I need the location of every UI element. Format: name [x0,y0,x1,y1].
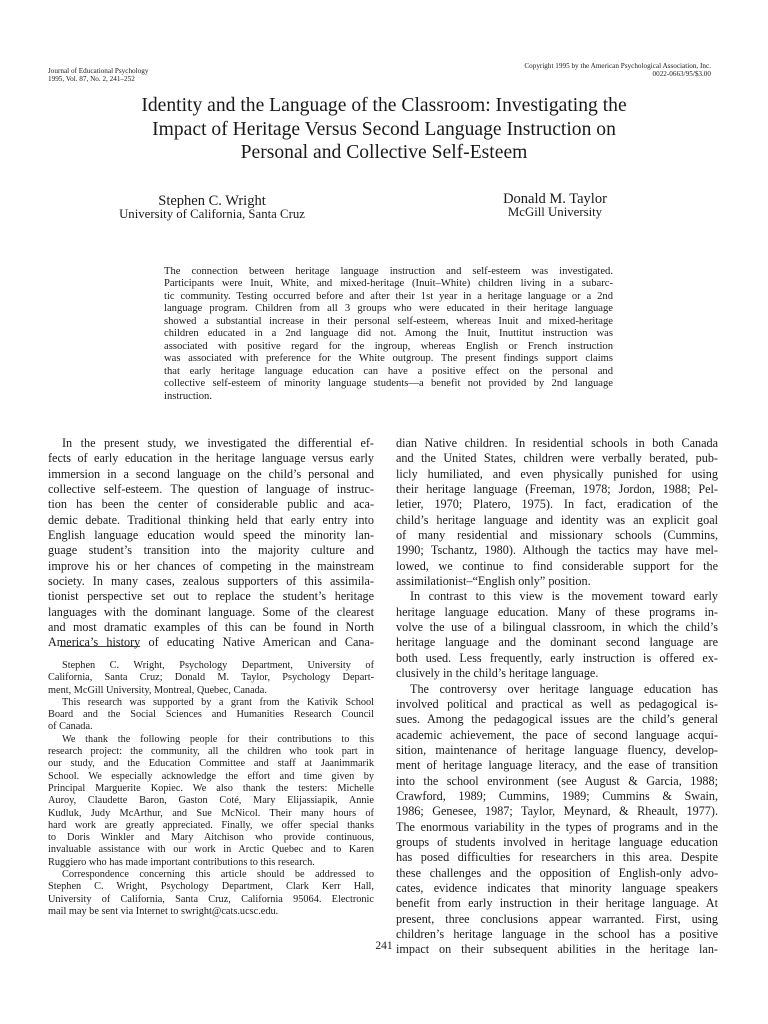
abstract [164,266,613,403]
body-line: America’s history of educating Native American and Cana- [48,635,374,650]
footnote-line: mail may be sent via Internet to swright@cats.ucsc.edu. [48,905,279,917]
journal-name: Journal of Educational Psychology [48,67,149,75]
footnote-line: our study, and the Education Committee and staff at Jaanimmarik [48,758,374,770]
footnote-line: to Doris Winkler and Mary Aitchison who provide continuous, [48,832,374,844]
abstract-line: Participants were Inuit, White, and mixed-heritage (Inuit–White) children living in a subarc- [164,278,613,290]
footnote-line: This research was supported by a grant from the Kativik School [62,696,374,708]
body-line: assimilationist–“English only” position. [396,574,591,589]
body-line: dian Native children. In residential schools in both Canada [396,436,718,450]
abstract-line: was associated with preference for the White outgroup. The present findings support claims [164,353,613,365]
abstract-line: instruction. [164,390,212,402]
body-line: Crawford, 1989; Cummins, 1989; Cummins & Swain, [396,788,718,803]
footnote-line: Principal Marguerite Kopiec. We also thank the testers: Michelle [48,782,374,794]
body-line: licly humiliated, and even physically punished for using [396,466,718,481]
body-line: impact on their subsequent abilities in the heritage lan- [396,942,718,957]
body-column-right [396,436,718,958]
body-line: ment of heritage language literacy, and the ease of transition [396,758,718,773]
abstract-line: showed a substantial increase in their personal self-esteem, whereas Inuit and mixed-heritage [164,315,613,327]
footnote-line: Correspondence concerning this article should be addressed to [62,869,374,881]
body-line: both used. Less frequently, early instruction is offered ex- [396,650,718,665]
footnote-line: California, Santa Cruz; Donald M. Taylor, Psychology Depart- [48,672,374,684]
body-line: sues. Among the pedagogical issues are the child’s general [396,712,718,727]
body-line: these challenges and the opposition of English-only advo- [396,865,718,880]
body-line: has posed difficulties for researchers in this area. Despite [396,850,718,865]
body-line: clusively in the child’s heritage language. [396,666,599,681]
body-line: In the present study, we investigated the differential ef- [62,436,374,450]
footnote-line: Stephen C. Wright, Psychology Department, University of [62,660,374,671]
abstract-line: that early heritage language education can have a positive effect on the personal and [164,365,613,377]
footnote-line: Kudluk, Judy McArthur, and Sue McNicol. Their many hours of [48,807,374,819]
author-block-2 [478,192,632,219]
body-line: improve his or her chances of competing in the mainstream [48,558,374,573]
issn-line: 0022-0663/95/$3.00 [652,70,711,78]
abstract-line: The connection between heritage language instruction and self-esteem was investigated. [164,266,613,277]
body-line: letier, 1970; Platero, 1975). In fact, eradication of the [396,497,718,512]
footnote-line: Stephen C. Wright, Psychology Department, Clark Kerr Hall, [48,881,374,893]
body-line: volve the use of a bilingual classroom, in which the child’s [396,620,718,635]
body-line: and the United States, children were verbally berated, pub- [396,451,718,466]
body-line: demic debate. Traditional thinking held that early entry into [48,512,374,527]
body-line: guage student’s transition into the majority culture and [48,543,374,558]
footnote-line: hard work are greatly appreciated. Finally, we offer special thanks [48,819,374,831]
body-line: groups of students involved in heritage language education [396,834,718,849]
article-title [60,94,708,165]
footnote-line: University of California, Santa Cruz, California 95064. Electronic [48,893,374,905]
author-name: Donald M. Taylor [503,191,607,207]
journal-volume: 1995, Vol. 87, No. 2, 241–252 [48,75,135,83]
author-affiliation: University of California, Santa Cruz [119,207,305,221]
body-line: child’s heritage language and identity was an explicit goal [396,512,718,527]
author-block-1 [108,194,316,221]
body-line: into the school environment (see August & Garcia, 1988; [396,773,718,788]
body-line: 1986; Genesee, 1987; Taylor, Meynard, & Rheault, 1977). [396,804,718,819]
body-line: tion has been the center of considerable public and aca- [48,497,374,512]
footnote-line: research project: the community, all the children who took part in [48,746,374,758]
body-line: and most dramatic examples of this can be found in North [48,620,374,635]
body-line: their heritage language (Freeman, 1978; Jordon, 1988; Pel- [396,482,718,497]
body-line: sition, maintenance of heritage language fluency, develop- [396,742,718,757]
abstract-line: children educated in a 2nd language did not. Among the Inuit, Inuttitut instruction was [164,328,613,340]
journal-citation [48,67,148,83]
body-line: 1990; Tschantz, 1980). Although the tactics may have mel- [396,543,718,558]
footnote-line: Ruggiero who has made important contributions to this research. [48,856,315,868]
body-line: immersion in a second language on the child’s personal and [48,466,374,481]
body-line: of many residential and missionary schools (Cummins, [396,528,718,543]
body-line: The enormous variability in the types of programs and in the [396,819,718,834]
author-name: Stephen C. Wright [158,193,266,209]
body-line: collective self-esteem. The question of language of instruc- [48,482,374,497]
body-line: heritage language education. Many of these programs in- [396,604,718,619]
abstract-line: tic community. Testing occurred before and after their 1st year in a heritage language or a 2nd [164,290,613,302]
body-line: heritage language and the dominant second language are [396,635,718,650]
abstract-line: associated with positive regard for the ingroup, whereas English or French instruction [164,340,613,352]
footnote-line: We thank the following people for their contributions to this [62,733,374,745]
copyright-notice [524,62,711,78]
body-line: fects of early education in the heritage language versus early [48,451,374,466]
body-line: benefit from early instruction in their heritage language. At [396,896,718,911]
copyright-line: Copyright 1995 by the American Psychological Association, Inc. [524,62,711,70]
abstract-line: language program. Children from all 3 groups who were educated in their heritage language [164,303,613,315]
author-affiliation: McGill University [507,205,603,219]
body-line: In contrast to this view is the movement toward early [410,589,718,604]
author-note [48,660,374,918]
body-line: children’s heritage language in the school has a positive [396,927,718,941]
body-column-left [48,436,374,651]
body-line: The controversy over heritage language education has [410,681,718,696]
footnote-line: invaluable assistance with our work in Arctic Quebec and to Karen [48,844,374,856]
body-line: cates, evidence indicates that minority language speakers [396,880,718,895]
body-line: languages with the dominant language. Some of the clearest [48,604,374,619]
footnote-line: Board and the Social Sciences and Humanities Research Council [48,709,374,721]
body-line: involved political and practical as well as pedagogical is- [396,696,718,711]
body-line: society. In many cases, zealous supporters of this assimila- [48,574,374,589]
footnote-line: School. We especially acknowledge the effort and time given by [48,770,374,782]
footnote-line: ment, McGill University, Montreal, Quebec, Canada. [48,684,267,696]
footnote-line: of Canada. [48,721,93,733]
footnote-divider [60,646,140,647]
footnote-line: Auroy, Claudette Baron, Gaston Coté, Mary Elijassiapik, Annie [48,795,374,807]
body-line: present, three conclusions appear warranted. First, using [396,911,718,926]
title-line: Identity and the Language of the Classroom: Investigating the [141,95,627,116]
abstract-line: collective self-esteem of minority language students—a benefit not provided by 2nd language [164,378,613,390]
body-line: English language education would speed the minority lan- [48,528,374,543]
title-line: Impact of Heritage Versus Second Language Instruction on [152,118,616,140]
title-line: Personal and Collective Self-Esteem [240,142,528,163]
body-line: tionist perspective set out to replace the student’s heritage [48,589,374,604]
page-number: 241 [375,940,393,952]
body-line: lowed, we continue to find considerable support for the [396,558,718,573]
body-line: academic achievement, the pace of second language acqui- [396,727,718,742]
